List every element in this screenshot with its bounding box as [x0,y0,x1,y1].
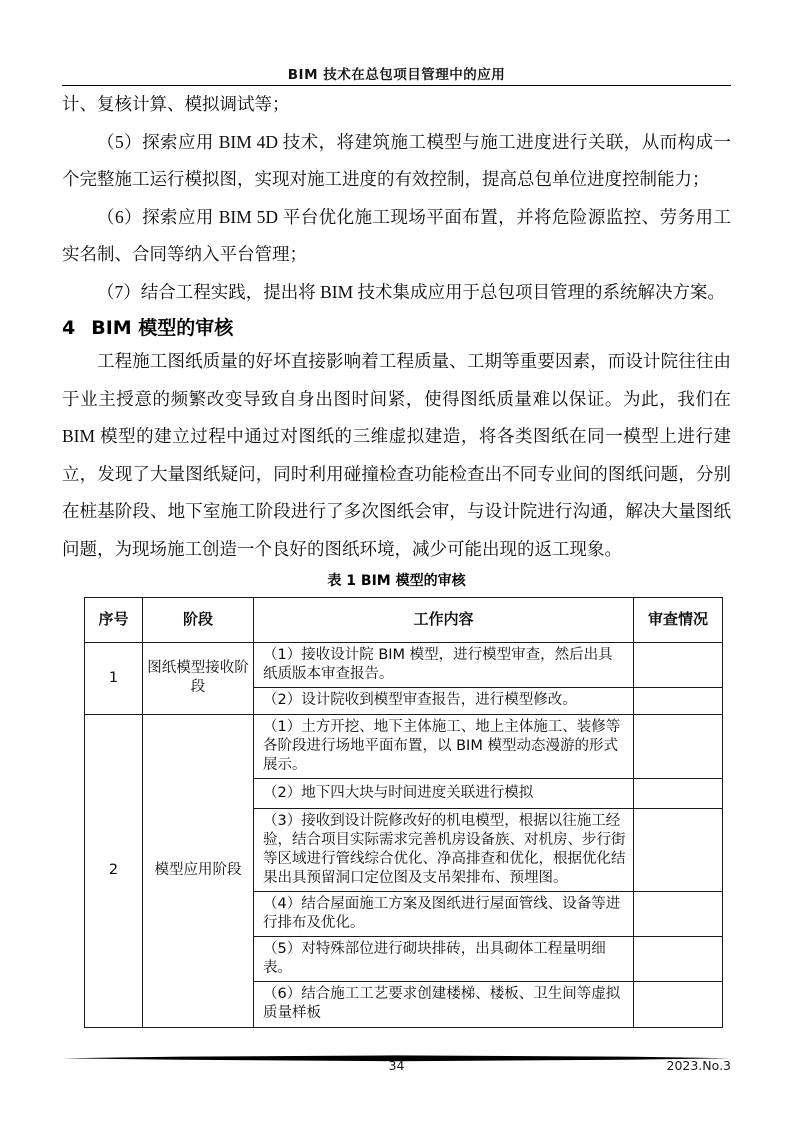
work-item-cell: （4）结合屋面施工方案及图纸进行屋面管线、设备等进行排布及优化。 [254,891,634,936]
work-item-cell: （2）设计院收到模型审查报告，进行模型修改。 [254,687,634,714]
review-status-cell [634,642,723,687]
body-text [62,86,731,1028]
work-item-cell: （1）接收设计院 BIM 模型，进行模型审查，然后出具纸质版本审查报告。 [254,642,634,687]
footer-rule [62,1049,731,1056]
paragraph-item-6: （6）探索应用 BIM 5D 平台优化施工现场平面布置，并将危险源监控、劳务用工实名制、合同等纳入平台管理； [62,206,731,264]
work-item-cell: （6）结合施工工艺要求创建楼梯、楼板、卫生间等虚拟质量样板 [254,981,634,1027]
work-item-cell: （2）地下四大块与时间进度关联进行模拟 [254,778,634,808]
row-index-cell: 2 [85,714,143,1027]
row-index-cell: 1 [85,642,143,714]
work-item-cell: （1）土方开挖、地下主体施工、地上主体施工、装修等各阶段进行场地平面布置，以 BIM 模型动态漫游的形式展示。 [254,714,634,778]
review-status-cell [634,936,723,981]
review-status-cell [634,981,723,1027]
header-cell-stage: 阶段 [143,598,254,643]
table-row [85,714,723,778]
review-table [84,597,723,1028]
page-number: 34 [388,1058,405,1073]
header-cell-review: 审查情况 [634,598,723,643]
stage-cell: 图纸模型接收阶段 [143,642,254,714]
header-cell-work: 工作内容 [254,598,634,643]
paragraph-item-7: （7）结合工程实践，提出将 BIM 技术集成应用于总包项目管理的系统解决方案。 [97,281,726,302]
paragraph-continuation: 计、复核计算、模拟调试等； [62,94,290,114]
section-heading [62,313,731,343]
review-status-cell [634,687,723,714]
issue-number: 2023.No.3 [666,1058,731,1073]
header-cell-no: 序号 [85,598,143,643]
page-footer [62,1058,731,1078]
review-status-cell [634,891,723,936]
review-status-cell [634,778,723,808]
stage-cell: 模型应用阶段 [143,714,254,1027]
work-item-cell: （3）接收到设计院修改好的机电模型，根据以往施工经验，结合项目实际需求完善机房设备族、对机房、步行街等区域进行管线综合优化、净高排查和优化，根据优化结果出具预留洞口定位图及支吊架排布、预埋图。 [254,808,634,891]
running-header-title: BIM 技术在总包项目管理中的应用 [287,67,506,83]
table-header-row [85,598,723,643]
table-row [85,642,723,687]
section-number: 4 [62,317,76,339]
work-item-cell: （5）对特殊部位进行砌块排砖，出具砌体工程量明细表。 [254,936,634,981]
section-title: BIM 模型的审核 [91,317,234,339]
paragraph-item-5: （5）探索应用 BIM 4D 技术，将建筑施工模型与施工进度进行关联，从而构成一个完整施工运行模拟图，实现对施工进度的有效控制，提高总包单位进度控制能力； [62,131,731,189]
review-status-cell [634,714,723,778]
section-paragraph: 工程施工图纸质量的好坏直接影响着工程质量、工期等重要因素，而设计院往往由于业主授意的频繁改变导致自身出图时间紧，使得图纸质量难以保证。为此，我们在 BIM 模型的建立过程中通过对图纸的三维虚拟建造，将各类图纸在同一模型上进行建立，发现了大量图纸疑问，同时利用碰撞检查功能检查出不同专业间的图纸问题，分别在桩基阶段、地下室施工阶段进行了多次图纸会审，与设计院进行沟通，解决大量图纸问题，为现场施工创造一个良好的图纸环境，减少可能出现的返工现象。 [62,351,731,559]
table-caption: 表 1 BIM 模型的审核 [327,573,466,589]
review-status-cell [634,808,723,891]
